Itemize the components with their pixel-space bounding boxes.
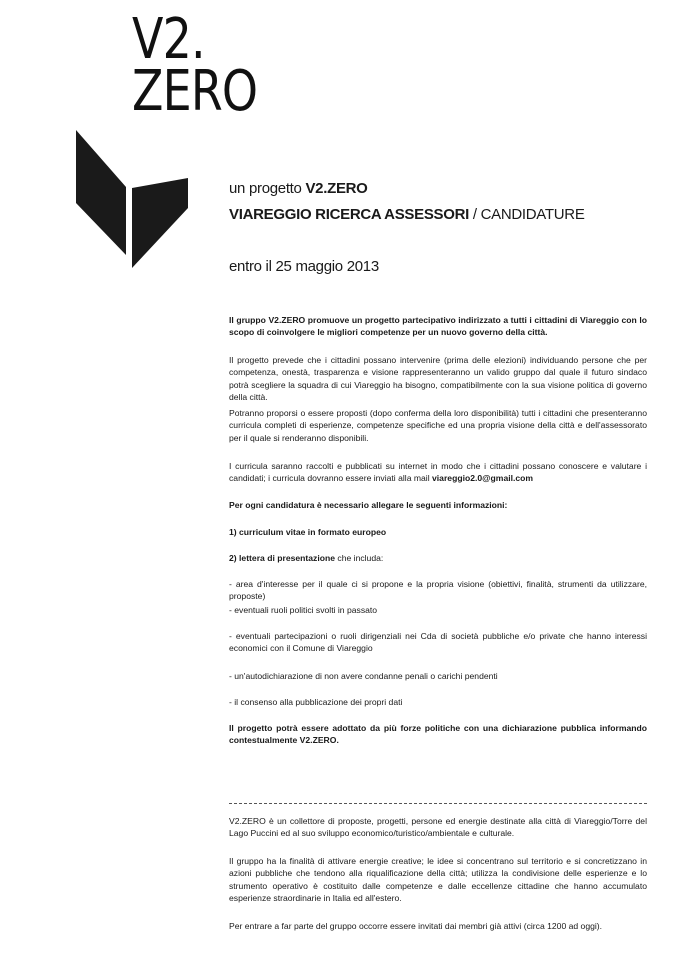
requirements-heading: Per ogni candidatura è necessario allegare le seguenti informazioni: (229, 500, 508, 510)
footer-paragraph-2: Il gruppo ha la finalità di attivare energie creative; le idee si concentrano sul territorio e si concretizzano in azioni pubbliche che tendono alla riqualificazione della città; utilizza la condivisione delle esperienze e lo strumento operativo è costituito dalle competenze e dalle eccellenze cittadine che hanno accumulato esperienze straordinarie in Italia ed all'estero. (229, 856, 647, 903)
requirement-item-1: 1) curriculum vitae in formato europeo (229, 527, 387, 537)
header-project-line: un progetto V2.ZERO (229, 180, 368, 197)
intro-paragraph: Il gruppo V2.ZERO promuove un progetto partecipativo indirizzato a tutti i cittadini di Viareggio con lo scopo di coinvolgere le migliori competenze per un nuovo governo della città. (229, 315, 647, 338)
header-subtitle: / CANDIDATURE (469, 206, 585, 223)
header-title: VIAREGGIO RICERCA ASSESSORI (229, 206, 469, 223)
header-deadline: entro il 25 maggio 2013 (229, 258, 379, 275)
paragraph-1: Il progetto prevede che i cittadini possano intervenire (prima delle elezioni) individuando persone che per competenza, onestà, trasparenza e visione rappresenteranno un valido gruppo dal quale il futuro sindaco potrà scegliere la squadra di cui Viareggio ha bisogno, compatibilmente con la sua visione politica di governo della città. (229, 355, 647, 402)
footer-paragraph-3: Per entrare a far parte del gruppo occorre essere invitati dai membri già attivi (circa 1200 ad oggi). (229, 921, 603, 931)
logo-line-2: ZERO (132, 59, 258, 124)
footer-paragraph-1: V2.ZERO è un collettore di proposte, progetti, persone ed energie destinate alla città di Viareggio/Torre del Lago Puccini ed al suo sviluppo economico/turistico/ambientale e culturale. (229, 816, 647, 839)
logo-wordmark (132, 7, 258, 124)
header-project-name: V2.ZERO (305, 180, 368, 197)
sub-item-4: - un'autodichiarazione di non avere condanne penali o carichi pendenti (229, 671, 498, 681)
sub-item-5: - il consenso alla pubblicazione dei propri dati (229, 697, 403, 707)
email-address: viareggio2.0@gmail.com (432, 473, 534, 484)
paragraph-3: I curricula saranno raccolti e pubblicati su internet in modo che i cittadini possano conoscere e valutare i candidati; i curricula dovranno essere inviati alla mail viareggio2.0@gmail.com (229, 461, 647, 484)
sub-item-1: - area d'interesse per il quale ci si propone e la propria visione (obiettivi, finalità, strumenti da utilizzare, proposte) (229, 579, 647, 602)
closing-paragraph: Il progetto potrà essere adottato da più forze politiche con una dichiarazione pubblica informando contestualmente V2.ZERO. (229, 723, 647, 746)
paragraph-2: Potranno proporsi o essere proposti (dopo conferma della loro disponibilità) tutti i cittadini che presenteranno curricula completi di esperienze, competenze specifiche ed una propria visione della città e dell'assessorato per il quale si renderanno disponibili. (229, 408, 647, 443)
requirement-item-2: 2) lettera di presentazione che includa: (229, 553, 384, 563)
sub-item-2: - eventuali ruoli politici svolti in passato (229, 605, 378, 615)
sub-item-3: - eventuali partecipazioni o ruoli dirigenziali nei Cda di società pubbliche e/o private che hanno interessi economici con il Comune di Viareggio (229, 631, 647, 654)
logo-line-1: V2. (132, 7, 205, 72)
footer-divider (229, 803, 647, 804)
header-title-line (229, 206, 585, 223)
logo-chevron-icon (76, 130, 188, 268)
